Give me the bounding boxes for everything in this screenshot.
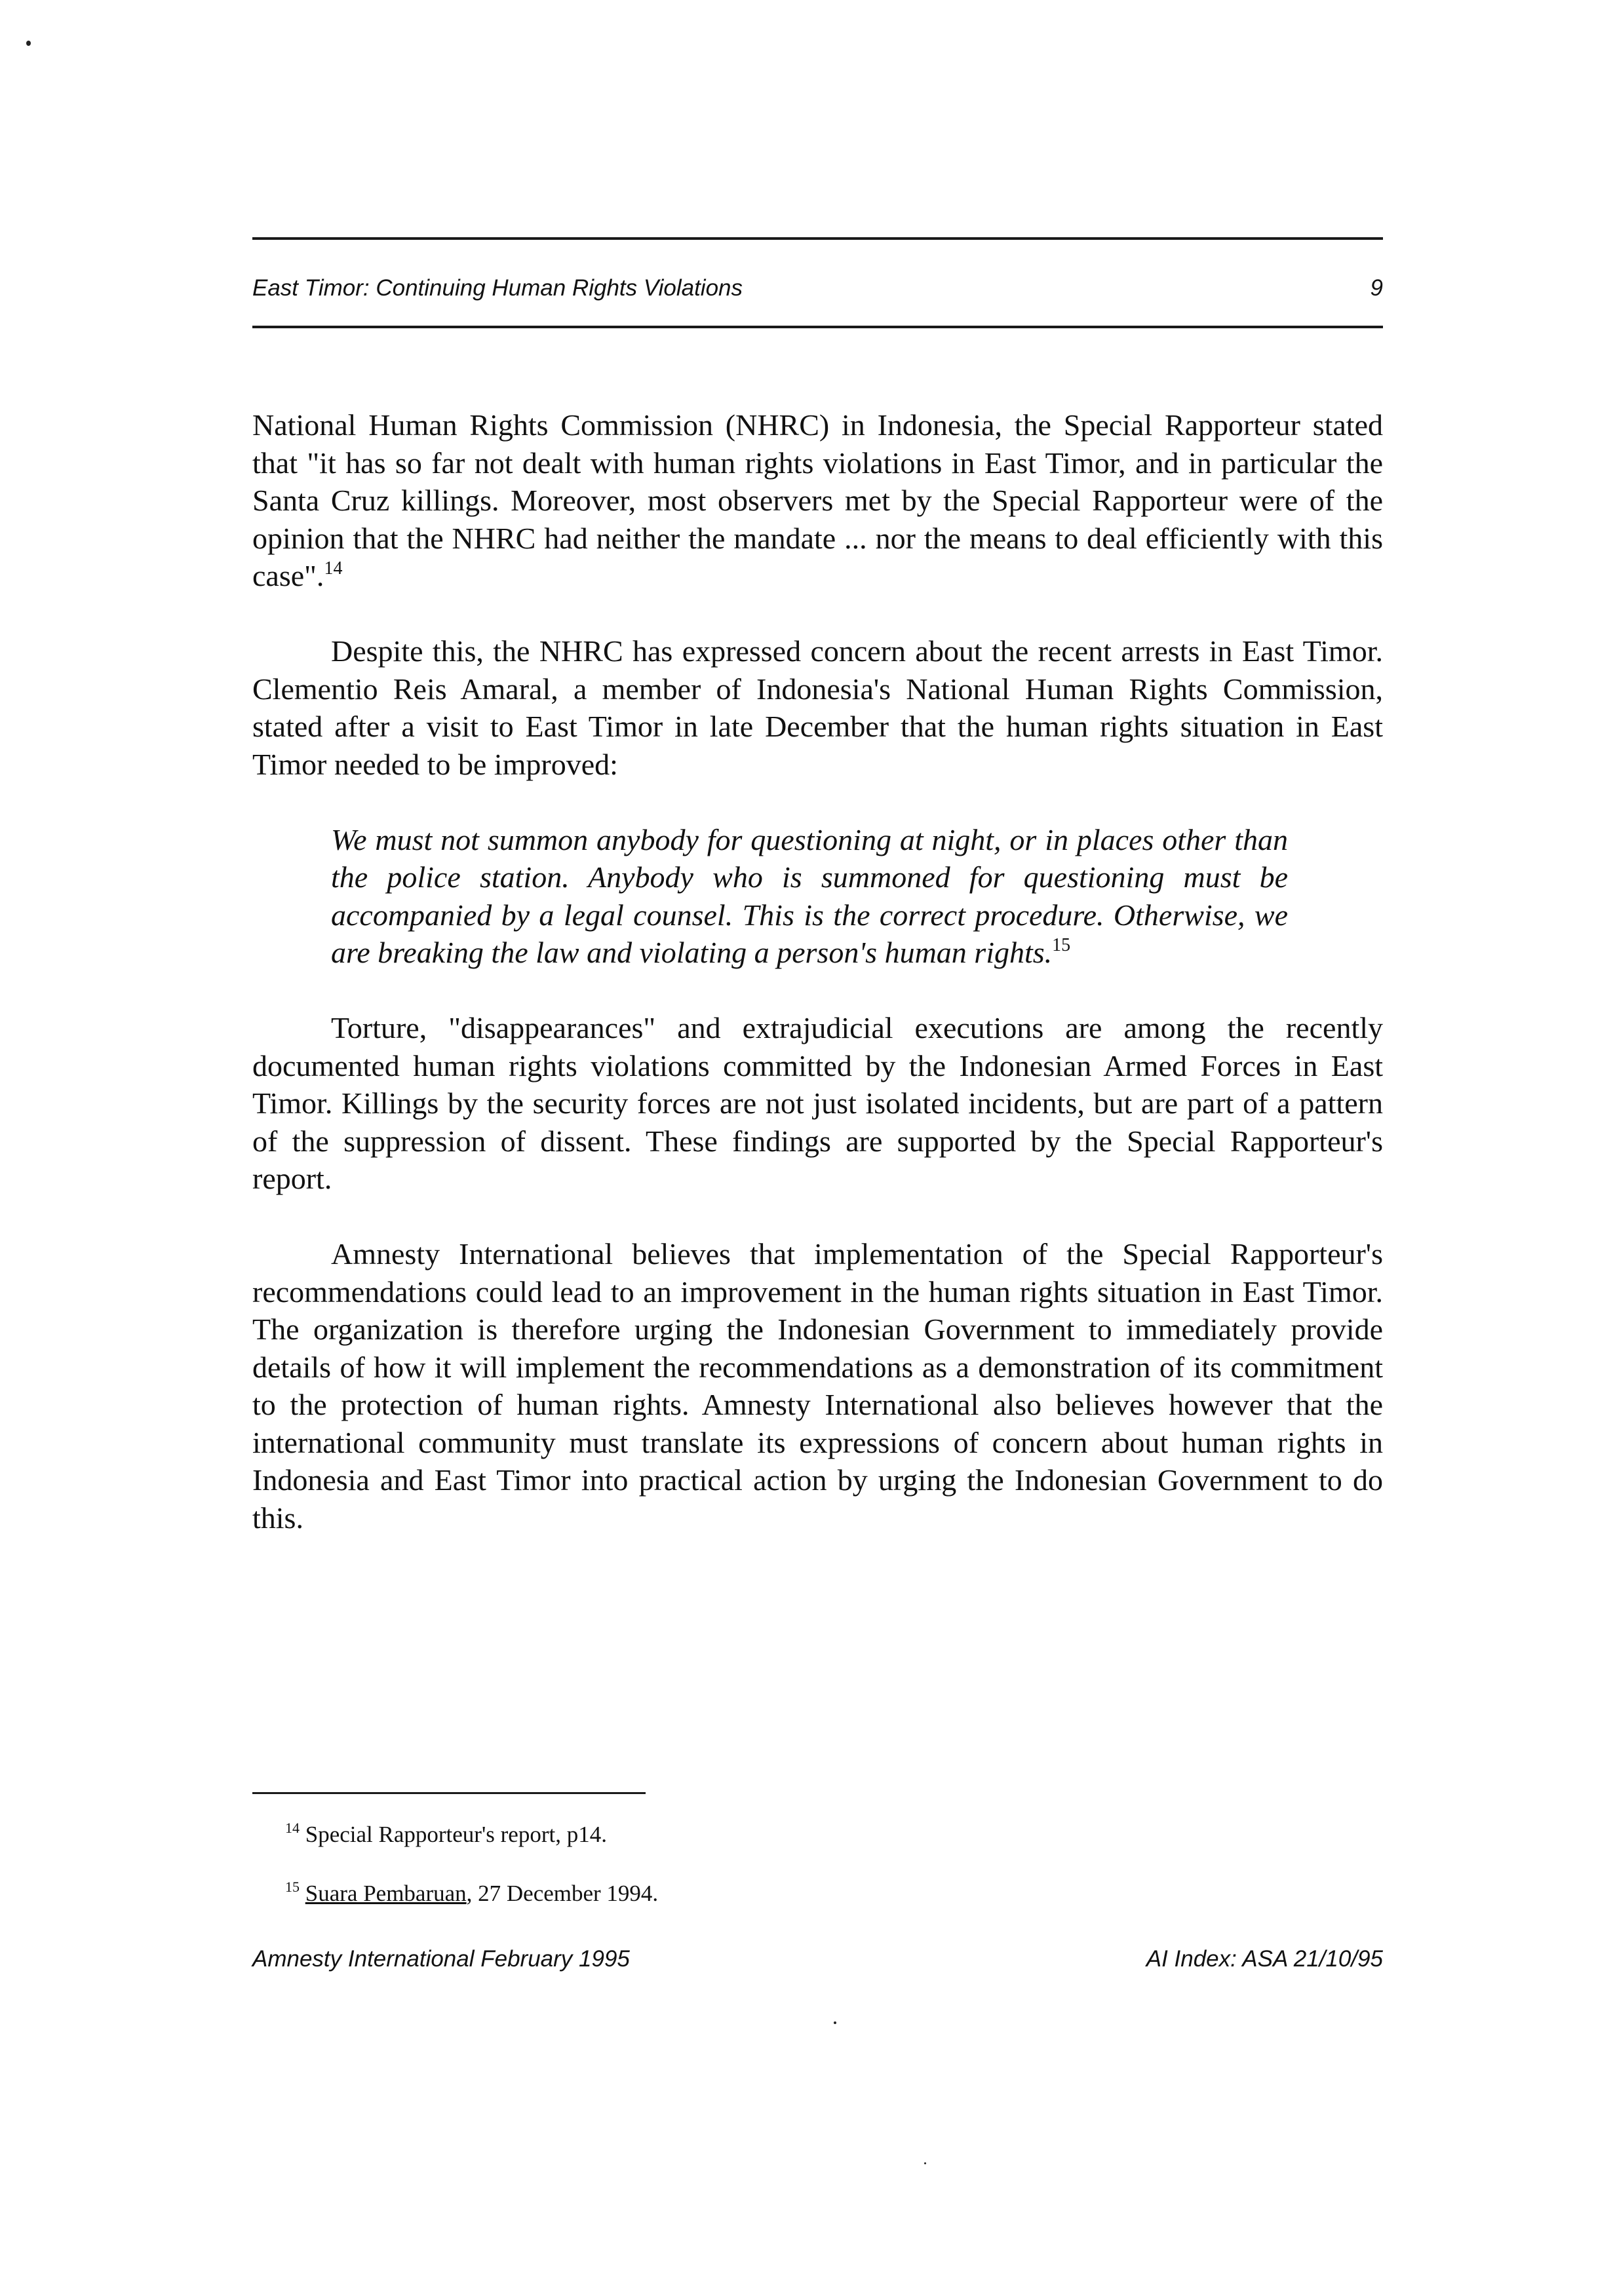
footer-ai-index: AI Index: ASA 21/10/95 xyxy=(1146,1946,1383,1972)
footnote-number: 15 xyxy=(285,1879,300,1895)
paragraph-text: National Human Rights Commission (NHRC) in Indonesia, the Special Rapporteur stated that "it has so far not dealt with human rights violations in East Timor, and in particular the Santa Cruz killings. Moreover, most observers met by the Special Rapporteur were of the opinion that the NHRC had neither the mandate ... nor the means to deal efficiently with this case". xyxy=(252,408,1383,592)
running-header-title: East Timor: Continuing Human Rights Violations xyxy=(252,275,743,301)
paragraph-nhrc-concern xyxy=(252,632,1383,783)
header-bottom-rule xyxy=(252,326,1383,328)
running-header xyxy=(252,272,1383,305)
footnote-number: 14 xyxy=(285,1820,300,1836)
footer-publisher-date: Amnesty International February 1995 xyxy=(252,1946,630,1972)
paragraph-nhrc-mandate xyxy=(252,406,1383,595)
paragraph-text: Despite this, the NHRC has expressed concern about the recent arrests in East Timor. Clementio Reis Amaral, a member of Indonesia's National Human Rights Commission, stated after a visit to East Timor in late December that the human rights situation in East Timor needed to be improved: xyxy=(252,634,1383,781)
paragraph-text: Amnesty International believes that implementation of the Special Rapporteur's recommendations could lead to an improvement in the human rights situation in East Timor. The organization is therefore urging the Indonesian Government to immediately provide details of how it will implement the recommendations as a demonstration of its commitment to the protection of human rights. Amnesty International also believes however that the international community must translate its expressions of concern about human rights in Indonesia and East Timor into practical action by urging the Indonesian Government to do this. xyxy=(252,1237,1383,1535)
footnote-separator xyxy=(252,1792,646,1794)
footnote-source-title: Suara Pembaruan xyxy=(305,1881,467,1906)
header-top-rule xyxy=(252,237,1383,240)
body-text xyxy=(252,406,1383,1575)
quote-text: We must not summon anybody for questioning at night, or in places other than the police station. Anybody who is summoned for questioning must be accompanied by a legal counsel. This is the correct procedure. Otherwise, we are breaking the law and violating a person's human rights. xyxy=(331,822,1288,969)
footnote-text: Special Rapporteur's report, p14. xyxy=(305,1822,607,1847)
scan-speck xyxy=(834,2021,836,2024)
footnote-14 xyxy=(285,1820,1334,1849)
scan-speck xyxy=(924,2162,926,2164)
scan-speck xyxy=(26,41,31,46)
footnote-ref-15: 15 xyxy=(1052,935,1071,955)
footnote-15 xyxy=(285,1879,1334,1908)
page-number: 9 xyxy=(1370,275,1383,301)
paragraph-recommendations xyxy=(252,1235,1383,1537)
paragraph-text: Torture, "disappearances" and extrajudicial executions are among the recently documented human rights violations committed by the Indonesian Armed Forces in East Timor. Killings by the security forces are not just isolated incidents, but are part of a pattern of the suppression of dissent. These findings are supported by the Special Rapporteur's report. xyxy=(252,1011,1383,1195)
running-footer xyxy=(252,1943,1383,1976)
paragraph-violations xyxy=(252,1009,1383,1198)
footnote-text: , 27 December 1994. xyxy=(466,1881,659,1906)
block-quote xyxy=(331,821,1288,972)
footnote-ref-14: 14 xyxy=(324,558,343,579)
